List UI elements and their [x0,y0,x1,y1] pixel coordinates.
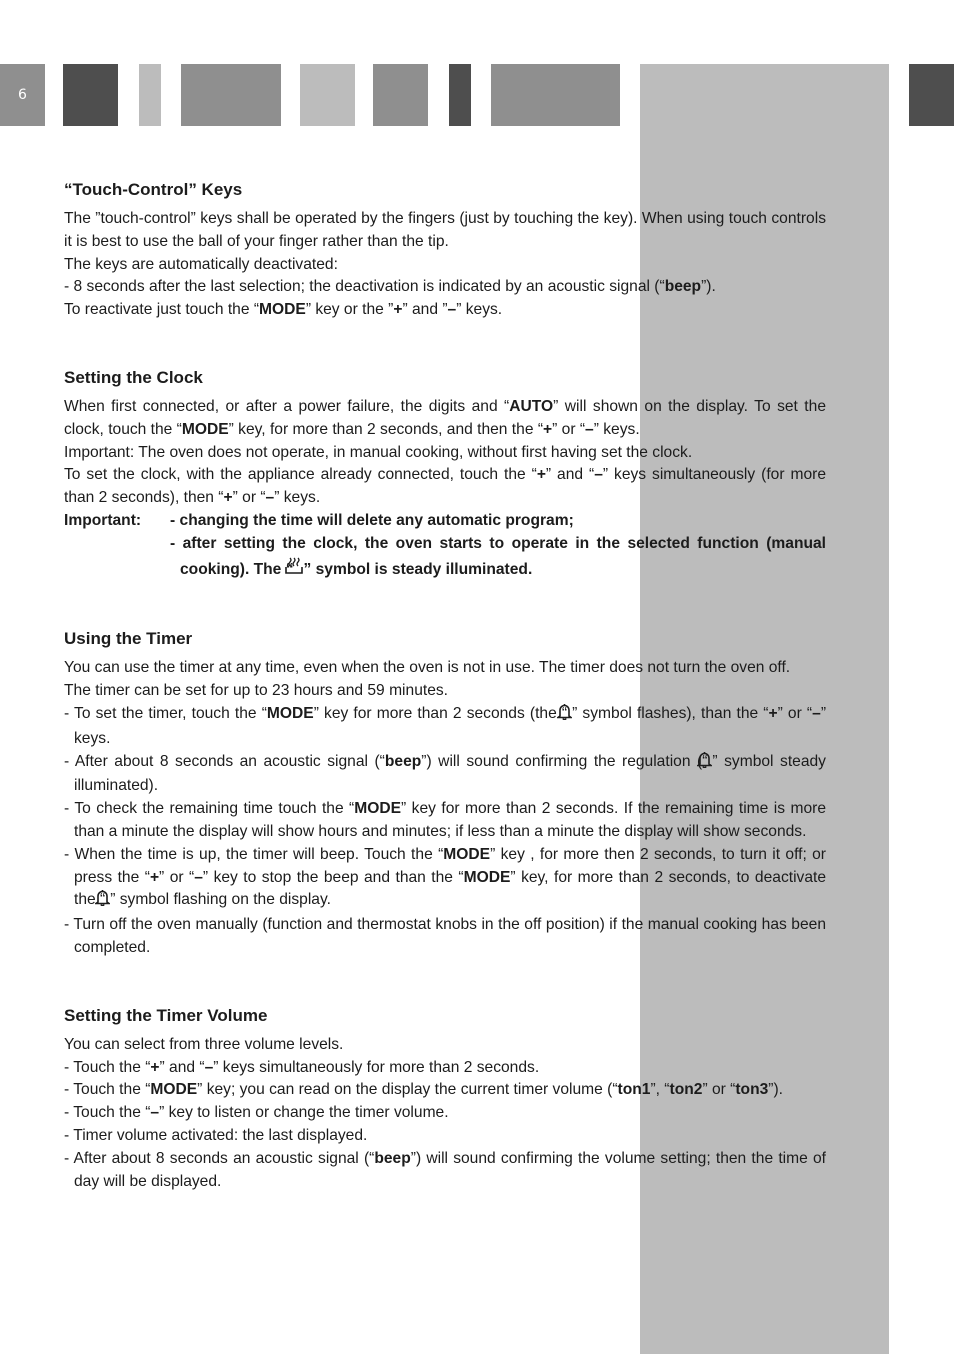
important-item: - changing the time will delete any automatic program; [170,511,574,529]
important-item: - after setting the clock, the oven starts to operate in the selected function (manual cooking). The “ ” symbol is steady illuminated. [170,533,826,584]
section-title: Setting the Clock [64,367,203,387]
oven-heat-icon [294,556,304,584]
list-item: - Timer volume activated: the last displayed. [64,1126,368,1144]
paragraph: You can use the timer at any time, even when the oven is not in use. The timer does not turn the oven off. [64,659,791,677]
paragraph: The ”touch-control” keys shall be operated by the fingers (just by touching the key). When using touch controls it is best to use the ball of your finger rather than the tip. [64,210,826,250]
list-item: - When the time is up, the timer will beep. Touch the “MODE” key , for more then 2 seconds, to turn it off; or press the “+” or “–” key to stop the beep and than the “MODE” key, for more than 2 seconds, to deactivate the “ ” symbol flashing on the display. [64,844,826,914]
section-title: “Touch-Control” Keys [64,180,243,199]
paragraph: To reactivate just touch the “MODE” key or the ”+” and ”–” keys. [64,301,503,319]
paragraph: When first connected, or after a power failure, the digits and “AUTO” will shown on the display. To set the clock, touch the “MODE” key, for more than 2 seconds, and then the “+” or “–” keys. [64,397,826,438]
list-item: - To check the remaining time touch the “MODE” key for more than 2 seconds. If the remaining time is more than a minute the display will show hours and minutes; if less than a minute the display will show seconds. [64,800,826,840]
header-block [139,64,161,126]
list-item: - After about 8 seconds an acoustic signal (“beep”) will sound confirming the regulation (“ ” symbol steady illuminated). [64,752,826,795]
list-item: - Touch the “MODE” key; you can read on the display the current timer volume (“ton1”, “ton2” or “ton3”). [64,1081,783,1099]
list-item: - Turn off the oven manually (function and thermostat knobs in the off position) if the manual cooking has been completed. [64,916,826,956]
header-block [491,64,620,126]
paragraph: Important: The oven does not operate, in manual cooking, without first having set the clock. [64,443,693,461]
paragraph: The timer can be set for up to 23 hours and 59 minutes. [64,682,448,700]
header-block [181,64,281,126]
paragraph: To set the clock, with the appliance already connected, touch the “+” and “–” keys simultaneously (for more than 2 seconds), then “+” or “–” keys. [64,466,826,507]
page-number: 6 [0,64,45,126]
header-block [449,64,471,126]
header-block [63,64,118,126]
header-block [373,64,428,126]
section-title: Setting the Timer Volume [64,1005,268,1025]
section-timer-volume [64,1004,826,1194]
list-item: - Touch the “–” key to listen or change the timer volume. [64,1104,449,1122]
paragraph: You can select from three volume levels. [64,1035,344,1053]
paragraph: - 8 seconds after the last selection; the deactivation is indicated by an acoustic signal (“beep”). [64,278,716,296]
section-setting-clock [64,366,826,583]
section-touch-control [64,178,826,322]
paragraph: The keys are automatically deactivated: [64,255,338,273]
list-item: - To set the timer, touch the “MODE” key for more than 2 seconds (the “ ” symbol flashes), than the “+” or “–” keys. [64,704,827,747]
page-content [64,178,826,1237]
header-block [909,64,954,126]
section-using-timer [64,627,826,959]
section-title: Using the Timer [64,629,193,649]
header-block [300,64,355,126]
list-item: - Touch the “+” and “–” keys simultaneously for more than 2 seconds. [64,1058,540,1076]
important-note [64,510,826,583]
list-item: - After about 8 seconds an acoustic signal (“beep”) will sound confirming the volume setting; then the time of day will be displayed. [64,1149,826,1190]
important-label: Important: [64,511,142,529]
